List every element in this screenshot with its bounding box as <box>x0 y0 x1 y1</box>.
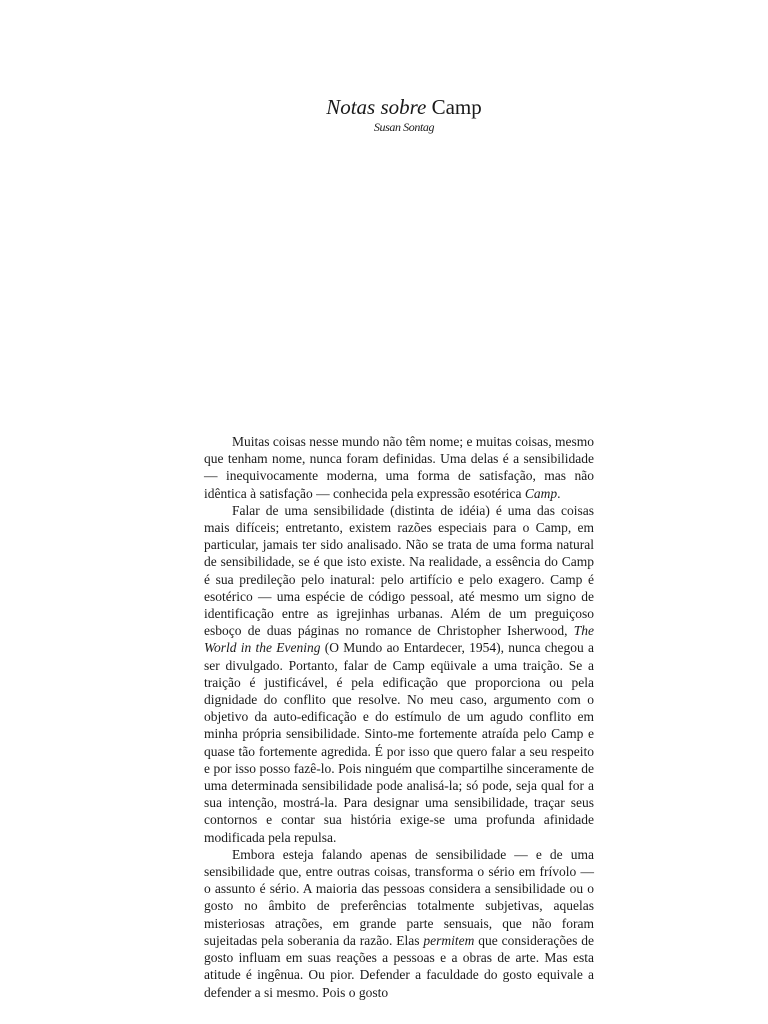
paragraph-text: (O Mundo ao Entardecer, 1954), nunca chegou a ser divulgado. Portanto, falar de Camp eqüivale a uma traição. Se a traição é justificável, é pela edificação que proporciona ou pela dignidade do conflito que resolve. No meu caso, argumento com o objetivo da auto-edificação e do estímulo de um agudo conflito em minha própria sensibilidade. Sinto-me fortemente atraída pelo Camp e quase tão fortemente agredida. É por isso que quero falar a seu respeito e por isso posso fazê-lo. Pois ninguém que compartilhe sinceramente de uma determinada sensibilidade pode analisá-la; só pode, seja qual for a sua intenção, mostrá-la. Para designar uma sensibilidade, traçar seus contornos e contar sua história exige-se uma profunda afinidade modificada pela repulsa. <box>204 640 594 845</box>
paragraph-text: Embora esteja falando apenas de sensibilidade — e de uma sensibilidade que, entre outras coisas, transforma o sério em frívolo — o assunto é sério. A maioria das pessoas considera a sensibilidade ou o gosto no âmbito de preferências totalmente subjetivas, aquelas misteriosas atrações, em grande parte sensuais, que não foram sujeitadas pela soberania da razão. Elas <box>204 846 594 948</box>
italic-text: permitem <box>423 932 475 948</box>
italic-text: Camp <box>524 485 558 501</box>
paragraph <box>204 846 594 1001</box>
paragraph-text: Falar de uma sensibilidade (distinta de idéia) é uma das coisas mais difíceis; entretanto, existem razões especiais para o Camp, em particular, jamais ter sido analisado. Não se trata de uma forma natural de sensibilidade, se é que isto existe. Na realidade, a essência do Camp é sua predileção pelo inatural: pelo artifício e pelo exagero. Camp é esotérico — uma espécie de código pessoal, até mesmo um signo de identificação entre as igrejinhas urbanas. Além de um preguiçoso esboço de duas páginas no romance de Christopher Isherwood, <box>204 502 594 639</box>
paragraph-text: Muitas coisas nesse mundo não têm nome; e muitas coisas, mesmo que tenham nome, nunca foram definidas. Uma delas é a sensibilidade — inequivocamente moderna, uma forma de satisfação, mas não idêntica à satisfação — conhecida pela expressão esotérica <box>204 434 594 501</box>
body-text <box>204 433 594 1001</box>
italic-text: The World in the Evening <box>204 623 594 656</box>
paragraph <box>204 433 594 502</box>
title-roman: Camp <box>431 95 482 119</box>
title-block <box>0 94 768 134</box>
document-title <box>0 94 768 120</box>
title-italic: Notas sobre <box>326 95 427 119</box>
paragraph-text: . <box>557 485 561 501</box>
author-name: Susan Sontag <box>373 120 435 134</box>
paragraph-text: que considerações de gosto influam em suas reações a pessoas e a obras de arte. Mas esta atitude é ingênua. Ou pior. Defender a faculdade do gosto equivale a defender a si mesmo. Pois o gosto <box>204 932 594 1000</box>
paragraph <box>204 502 594 846</box>
